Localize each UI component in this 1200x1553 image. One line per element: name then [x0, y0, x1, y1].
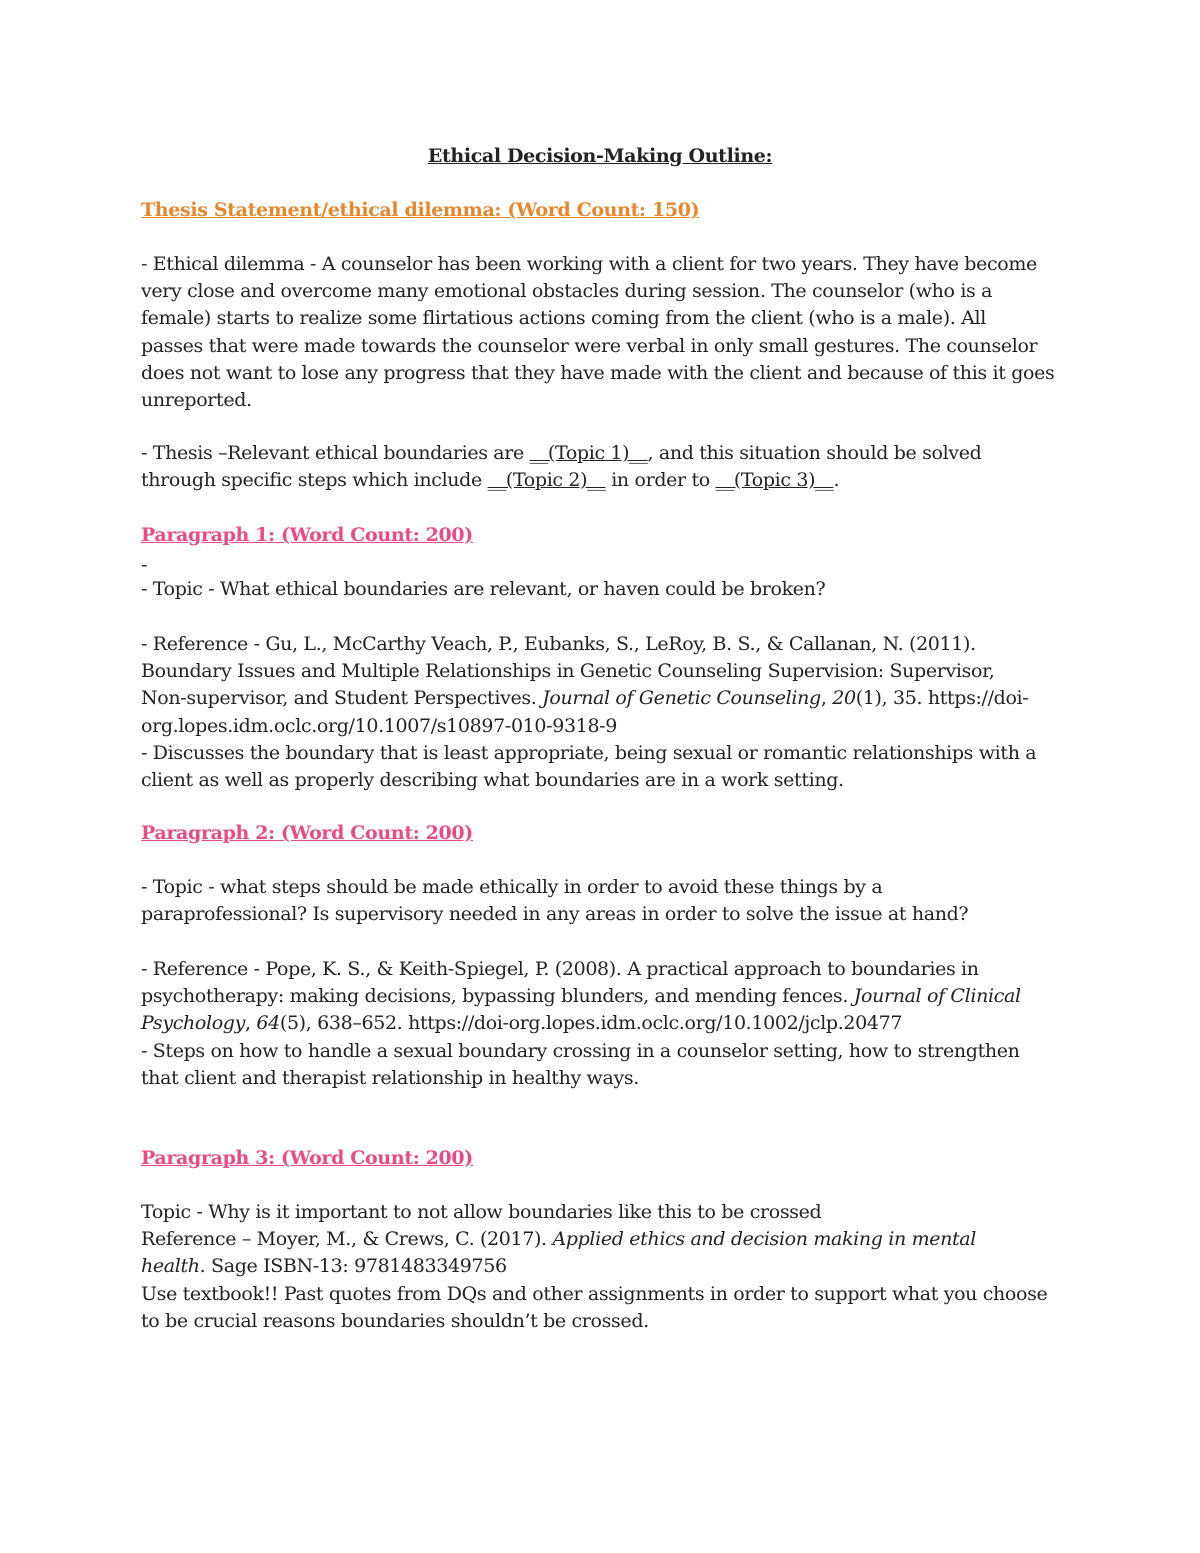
- note-line: Use textbook!! Past quotes from DQs and other assignments in order to support what you choose: [141, 1282, 1048, 1305]
- thesis-text: through specific steps which include: [141, 469, 488, 492]
- thesis-text: in order to: [605, 469, 716, 492]
- topic-2-blank: __(Topic 2)__: [487, 469, 606, 492]
- reference-text: (1), 35. https://doi-: [855, 687, 1029, 710]
- paragraph-2-heading: Paragraph 2: (Word Count: 200): [141, 822, 473, 844]
- reference-line: [141, 1226, 1061, 1253]
- reference-text: Non-supervisor, and Student Perspectives.: [141, 687, 543, 710]
- reference-text: psychotherapy: making decisions, bypassing blunders, and mending fences.: [141, 985, 854, 1008]
- reference-text: ,: [820, 687, 833, 710]
- paragraph-3-heading: Paragraph 3: (Word Count: 200): [141, 1147, 473, 1169]
- thesis-text: - Thesis –Relevant ethical boundaries are: [141, 442, 530, 464]
- journal-title: Journal of Clinical: [853, 985, 1021, 1008]
- paragraph-1-reference: [141, 631, 1061, 794]
- topic-line: Topic - Why is it important to not allow boundaries like this to be crossed: [141, 1201, 822, 1223]
- reference-line: Boundary Issues and Multiple Relationships in Genetic Counseling Supervision: Supervisor,: [141, 660, 995, 683]
- dilemma-line: unreported.: [141, 388, 252, 411]
- note-line: client as well as properly describing what boundaries are in a work setting.: [141, 768, 844, 791]
- dilemma-line: - Ethical dilemma - A counselor has been working with a client for two years. They have become: [141, 253, 1037, 275]
- journal-volume: 64: [256, 1012, 280, 1035]
- paragraph-1-topic: [141, 576, 1061, 603]
- paragraph-2-topic: [141, 874, 1061, 928]
- reference-text: . Sage ISBN-13: 9781483349756: [199, 1255, 507, 1278]
- paragraph-3-body: [141, 1199, 1061, 1335]
- thesis-statement: [141, 440, 1061, 494]
- thesis-line-1: [141, 440, 1061, 467]
- book-title: health: [141, 1255, 200, 1278]
- dash-line: -: [141, 554, 148, 576]
- dilemma-line: does not want to lose any progress that they have made with the client and because of this it goes: [141, 361, 1055, 384]
- paragraph-1-section: [141, 522, 1061, 549]
- thesis-section: [141, 197, 1061, 224]
- thesis-text: .: [833, 469, 840, 492]
- reference-line: - Reference - Gu, L., McCarthy Veach, P., Eubanks, S., LeRoy, B. S., & Callanan, N. (2011).: [141, 633, 976, 655]
- journal-title: Psychology: [141, 1012, 245, 1035]
- topic-3-blank: __(Topic 3)__: [715, 469, 834, 492]
- paragraph-1-heading: Paragraph 1: (Word Count: 200): [141, 524, 473, 546]
- paragraph-2-reference: [141, 956, 1061, 1092]
- reference-line: [141, 983, 1061, 1010]
- dilemma-line: very close and overcome many emotional obstacles during session. The counselor (who is a: [141, 280, 993, 303]
- reference-text: ,: [245, 1012, 257, 1035]
- ethical-dilemma: [141, 251, 1061, 414]
- paragraph-3-section: [141, 1145, 1061, 1172]
- book-title: Applied ethics and decision making in mental: [552, 1228, 977, 1251]
- journal-volume: 20: [832, 687, 856, 710]
- reference-text: Reference – Moyer, M., & Crews, C. (2017).: [141, 1228, 553, 1251]
- reference-line: [141, 1253, 1061, 1280]
- reference-line: org.lopes.idm.oclc.org/10.1007/s10897-010-9318-9: [141, 714, 617, 737]
- note-line: that client and therapist relationship in healthy ways.: [141, 1066, 639, 1089]
- topic-line: - Topic - what steps should be made ethically in order to avoid these things by a: [141, 876, 883, 898]
- topic-line: - Topic - What ethical boundaries are relevant, or haven could be broken?: [141, 578, 826, 600]
- thesis-heading: Thesis Statement/ethical dilemma: (Word Count: 150): [141, 199, 700, 221]
- thesis-line-2: [141, 467, 1061, 494]
- topic-line: paraprofessional? Is supervisory needed in any areas in order to solve the issue at hand?: [141, 903, 969, 926]
- journal-title: Journal of Genetic Counseling: [542, 687, 821, 710]
- topic-1-blank: __(Topic 1)__: [529, 442, 648, 464]
- reference-line: [141, 1010, 1061, 1037]
- note-line: - Steps on how to handle a sexual boundary crossing in a counselor setting, how to strengthen: [141, 1039, 1020, 1062]
- paragraph-2-section: [141, 820, 1061, 847]
- dilemma-line: passes that were made towards the counselor were verbal in only small gestures. The counselor: [141, 334, 1038, 357]
- dilemma-line: female) starts to realize some flirtatious actions coming from the client (who is a male). All: [141, 307, 986, 330]
- reference-line: [141, 685, 1061, 712]
- note-line: to be crucial reasons boundaries shouldn’t be crossed.: [141, 1309, 649, 1332]
- thesis-text: , and this situation should be solved: [647, 442, 982, 464]
- reference-text: (5), 638–652. https://doi-org.lopes.idm.oclc.org/10.1002/jclp.20477: [279, 1012, 903, 1035]
- document-title: Ethical Decision-Making Outline:: [427, 145, 773, 167]
- note-line: - Discusses the boundary that is least appropriate, being sexual or romantic relationships with a: [141, 741, 1037, 764]
- reference-line: - Reference - Pope, K. S., & Keith-Spiegel, P. (2008). A practical approach to boundaries in: [141, 958, 979, 980]
